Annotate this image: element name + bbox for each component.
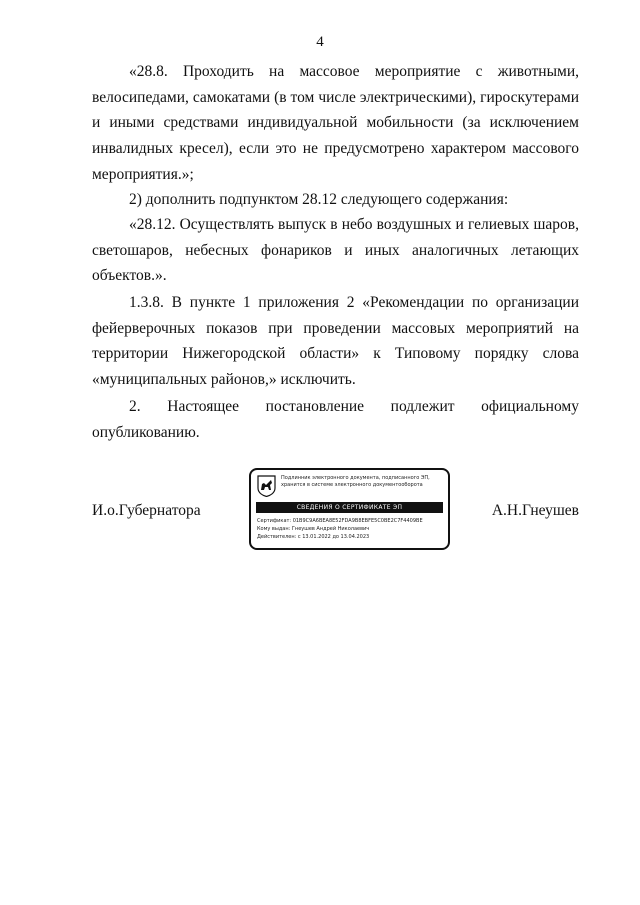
stamp-owner: Кому выдан: Гнеушев Андрей Николаевич	[257, 526, 370, 532]
paragraph-28-8: «28.8. Проходить на массовое мероприятие с животными, велосипедами, самокатами (в том числе электрическими), гироскутерами и иными средствами индивидуальной мобильности (за исключением инвалидных кресел), если это не предусмотрено характером массового мероприятия.»;	[92, 63, 579, 183]
signatory-name: А.Н.Гнеушев	[491, 502, 579, 519]
signatory-position: И.о.Губернатора	[92, 502, 201, 519]
page-number: 4	[316, 34, 324, 50]
stamp-header: Подлинник электронного документа, подписанного ЭП, хранится в системе электронного документооборота	[281, 475, 430, 488]
paragraph-1-3-8: 1.3.8. В пункте 1 приложения 2 «Рекомендации по организации фейерверочных показов при проведении массовых мероприятий на территории Нижегородской области» к Типовому порядку слова «муниципальных районов,» исключить.	[92, 294, 579, 389]
stamp-certificate: Сертификат: 01B9C9A6BEA8E52FDA9B8EBFE5C0BE2C7F4409BE	[257, 518, 423, 524]
stamp-validity: Действителен: с 13.01.2022 до 13.04.2023	[257, 534, 370, 540]
coat-of-arms-icon	[257, 475, 276, 497]
paragraph-add-28-12: 2) дополнить подпунктом 28.12 следующего содержания:	[129, 191, 509, 208]
stamp-title: СВЕДЕНИЯ О СЕРТИФИКАТЕ ЭП	[256, 502, 443, 513]
paragraph-publication: 2. Настоящее постановление подлежит официальному опубликованию.	[92, 398, 579, 441]
paragraph-28-12: «28.12. Осуществлять выпуск в небо воздушных и гелиевых шаров, светошаров, небесных фонариков и иных аналогичных летающих объектов.».	[92, 216, 579, 285]
electronic-signature-stamp	[249, 468, 450, 550]
